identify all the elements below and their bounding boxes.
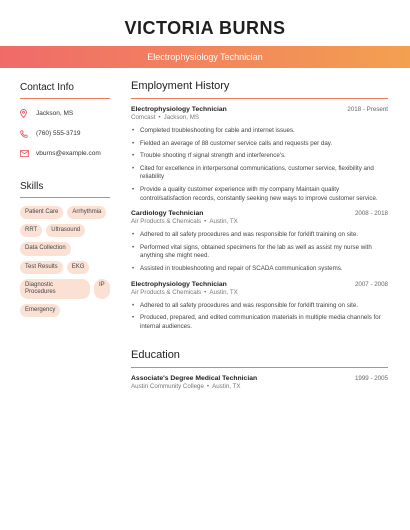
contact-phone (20, 128, 110, 139)
job-title: Electrophysiology Technician (131, 106, 227, 113)
job-bullet: • Provide a quality customer experience with my company Maintain quality control/satisfaction records, constantly seeking new ways to improve customer service. (139, 186, 388, 203)
job-bullet: • Fielded an average of 88 customer service calls and requests per day. (139, 140, 388, 149)
job-entry (131, 106, 388, 203)
job-company-line (131, 289, 388, 296)
job-company: Comcast (131, 114, 156, 121)
skill-pill: Patient Care (20, 206, 63, 219)
separator-dot: • (206, 383, 210, 391)
skill-pill: Emergency (20, 304, 60, 317)
skill-pill: Ultrasound (46, 224, 85, 237)
job-entry (131, 210, 388, 273)
skill-pill: Test Results (20, 261, 63, 274)
job-bullet: • Adhered to all safety procedures and was responsible for forklift training on site. (139, 302, 388, 311)
job-bullets (131, 231, 388, 273)
separator-dot: • (204, 288, 207, 296)
job-dates: 2008 - 2018 (354, 210, 388, 218)
main-content (131, 80, 388, 390)
degree-title: Associate's Degree Medical Technician (131, 375, 258, 383)
job-location: Jackson, MS (163, 114, 200, 121)
job-bullet: • Produced, prepared, and edited communication materials in multiple media channels for internal audiences. (139, 314, 388, 331)
job-title: Electrophysiology Technician (131, 280, 227, 288)
skill-pill: Diagnostic Procedures (20, 279, 90, 299)
school-location: Austin, TX (212, 383, 241, 391)
education-dates: 1999 - 2005 (354, 375, 388, 383)
employment-heading: Employment History (131, 80, 388, 99)
job-dates: 2007 - 2008 (354, 280, 388, 288)
job-bullet: • Performed vital signs, obtained specimens for the lab as well as assist my nurse with anything she might need. (139, 244, 388, 261)
job-title: Cardiology Technician (131, 210, 204, 218)
phone-icon (20, 130, 34, 138)
job-bullets (131, 127, 388, 203)
job-company: Air Products & Chemicals (131, 218, 202, 226)
skill-pill: EKG (67, 261, 90, 274)
school-name: Austin Community College (131, 383, 204, 391)
job-company: Air Products & Chemicals (131, 288, 202, 296)
skill-pill: Arrhythmia (67, 206, 106, 219)
separator-dot: • (204, 218, 207, 226)
contact-location (20, 108, 110, 119)
contact-email-text[interactable]: vburns@example.com (36, 150, 101, 157)
contact-location-text: Jackson, MS (36, 110, 74, 117)
skill-pill: RRT (20, 224, 42, 237)
candidate-name: VICTORIA BURNS (124, 18, 286, 38)
email-icon (20, 150, 34, 157)
location-pin-icon (20, 109, 34, 118)
job-location: Austin, TX (209, 288, 238, 296)
job-bullets (131, 302, 388, 332)
job-entry (131, 281, 388, 332)
contact-phone-text: (760) 555-3719 (36, 130, 81, 137)
education-school-line (131, 383, 388, 390)
contact-heading: Contact Info (20, 82, 110, 99)
skills-list (20, 206, 110, 317)
education-heading: Education (131, 349, 388, 368)
job-bullet: • Assisted in troubleshooting and repair of SCADA communication systems. (139, 265, 388, 274)
skill-pill: IP (94, 279, 110, 299)
job-bullet: • Completed troubleshooting for cable and internet issues. (139, 127, 388, 136)
separator-dot: • (158, 114, 161, 121)
job-location: Austin, TX (209, 218, 238, 226)
skills-heading: Skills (20, 181, 110, 198)
job-company-line (131, 218, 388, 225)
job-company-line (131, 114, 388, 121)
job-bullet: • Trouble shooting rf signal strength and interference's. (139, 152, 388, 161)
skill-pill: Data Collection (20, 242, 71, 255)
sidebar (20, 82, 110, 317)
job-title-banner: Electrophysiology Technician (0, 46, 410, 68)
job-dates: 2018 - Present (347, 106, 388, 113)
job-bullet: • Adhered to all safety procedures and was responsible for forklift training on site. (139, 231, 388, 240)
job-bullet: • Cited for excellence in interpersonal communications, customer service, flexibility and reliability (139, 165, 388, 182)
education-entry (131, 375, 388, 390)
contact-email (20, 148, 110, 159)
